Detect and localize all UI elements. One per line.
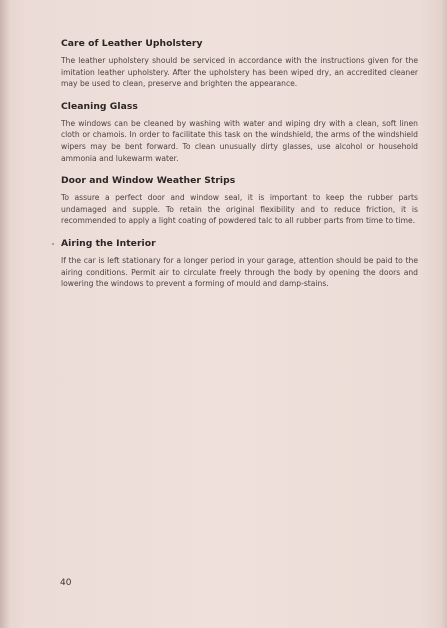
section-heading: Care of Leather Upholstery bbox=[61, 38, 203, 49]
section-body: If the car is left stationary for a longer period in your garage, attention should be paid to the airing conditions. Permit air to circulate freely through the body by opening the doors and lowering the windows to prevent a forming of mould and damp-stains. bbox=[61, 255, 418, 289]
section-heading: Airing the Interior bbox=[61, 237, 156, 249]
section-body: To assure a perfect door and window seal, it is important to keep the rubber parts undamaged and supple. To retain the original flexibility and to reduce friction, it is recommended to apply a light coating of powdered talc to all rubber parts from time to time. bbox=[61, 193, 418, 226]
section-cleaning-glass bbox=[61, 101, 418, 164]
section-body: The windows can be cleaned by washing with water and wiping dry with a clean, soft linen cloth or chamois. In order to facilitate this task on the windshield, the arms of the windshield wipers may be bent forward. To clean unusually dirty glasses, use alcohol or household ammonia and lukewarm water. bbox=[61, 118, 418, 163]
section-weather-strips bbox=[61, 175, 418, 227]
section-heading: Door and Window Weather Strips bbox=[61, 175, 236, 187]
section-heading: Cleaning Glass bbox=[61, 100, 138, 112]
page-number: 40 bbox=[60, 578, 72, 588]
section-leather-upholstery bbox=[61, 38, 418, 90]
paper-speck bbox=[52, 243, 54, 245]
section-airing-interior bbox=[61, 238, 418, 290]
page-content bbox=[61, 38, 418, 301]
page-binding-shadow bbox=[0, 0, 10, 628]
section-body: The leather upholstery should be serviced in accordance with the instructions given for the imitation leather upholstery. After the upholstery has been wiped dry, an accredited cleaner may be used to clean, preserve and brighten the appearance. bbox=[61, 56, 418, 89]
page-edge-shadow bbox=[441, 0, 447, 628]
